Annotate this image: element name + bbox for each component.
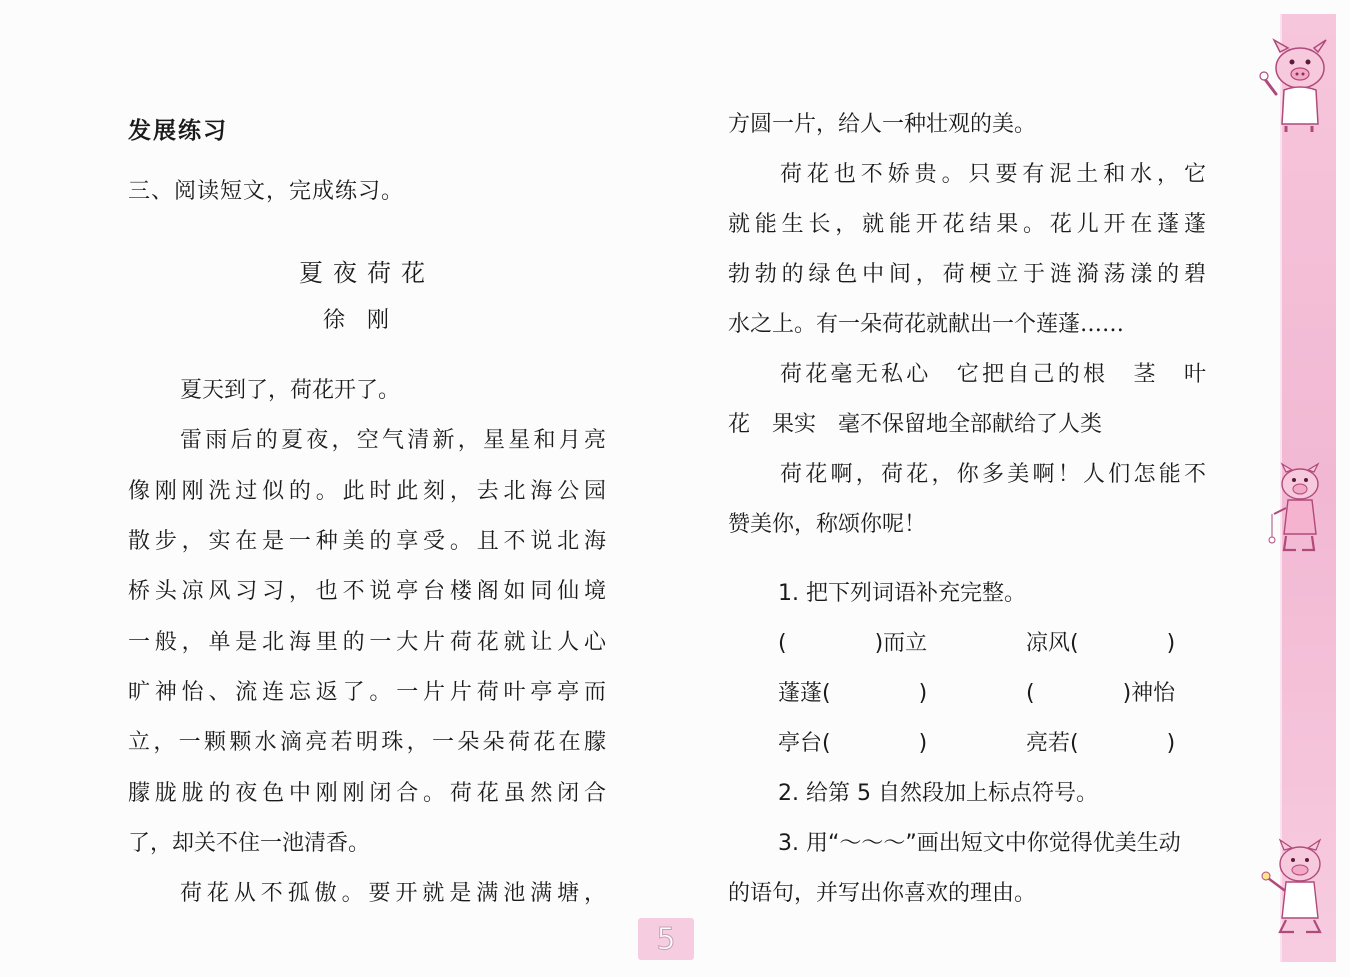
- article-line: 赞美你，称颂你呢！: [728, 512, 927, 537]
- page-number: 5: [638, 918, 694, 960]
- article-line: 雷雨后的夏夜，空气清新，星星和月亮: [180, 428, 606, 453]
- word-blank: 凉风( ): [1026, 631, 1176, 656]
- exercise-3-prompt: 3. 用“～～～”画出短文中你觉得优美生动: [778, 831, 1181, 856]
- word-blank: ( )而立: [778, 631, 928, 656]
- article-line: 桥头凉风习习，也不说亭台楼阁如同仙境: [128, 579, 606, 604]
- article-line: 像刚刚洗过似的。此时此刻，去北海公园: [128, 479, 606, 504]
- article-line: 荷花从不孤傲。要开就是满池满塘，: [180, 881, 606, 906]
- word-blank: ( )神怡: [1026, 681, 1176, 706]
- exercise-3-prompt-cont: 的语句，并写出你喜欢的理由。: [728, 881, 1037, 906]
- article-line: 就能生长，就能开花结果。花儿开在蓬蓬: [728, 212, 1206, 237]
- article-line: 荷花毫无私心 它把自己的根 茎 叶: [780, 362, 1206, 387]
- article-line: 勃勃的绿色中间，荷梗立于涟漪荡漾的碧: [728, 262, 1206, 287]
- article-title: 夏夜荷花: [299, 259, 435, 287]
- exercise-1-prompt: 1. 把下列词语补充完整。: [778, 581, 1026, 606]
- article-line: 方圆一片，给人一种壮观的美。: [728, 112, 1037, 137]
- pig-chef-icon: [1256, 34, 1338, 134]
- article-line: 一般，单是北海里的一大片荷花就让人心: [128, 630, 606, 655]
- word-blank: 亮若( ): [1026, 731, 1176, 756]
- section-title: 发展练习: [128, 118, 228, 144]
- pig-waving-icon: [1260, 838, 1336, 938]
- article-line: 荷花也不娇贵。只要有泥土和水，它: [780, 162, 1206, 187]
- word-blank: 蓬蓬( ): [778, 681, 928, 706]
- article-line: 荷花啊，荷花，你多美啊！人们怎能不: [780, 462, 1206, 487]
- article-line: 朦胧胧的夜色中刚刚闭合。荷花虽然闭合: [128, 781, 606, 806]
- article-author: 徐刚: [322, 308, 411, 333]
- article-line: 夏天到了，荷花开了。: [180, 378, 401, 403]
- article-line: 旷神怡、流连忘返了。一片片荷叶亭亭而: [128, 680, 606, 705]
- article-line: 立，一颗颗水滴亮若明珠，一朵朵荷花在朦: [128, 730, 606, 755]
- article-line: 花 果实 毫不保留地全部献给了人类: [728, 412, 1103, 437]
- question-title: 三、阅读短文，完成练习。: [128, 179, 405, 204]
- pig-yoyo-icon: [1262, 462, 1332, 558]
- article-line: 散步，实在是一种美的享受。且不说北海: [128, 529, 606, 554]
- article-line: 水之上。有一朵荷花就献出一个莲蓬……: [728, 312, 1125, 337]
- article-line: 了，却关不住一池清香。: [128, 831, 371, 856]
- word-blank: 亭台( ): [778, 731, 928, 756]
- exercise-2-prompt: 2. 给第 5 自然段加上标点符号。: [778, 781, 1098, 806]
